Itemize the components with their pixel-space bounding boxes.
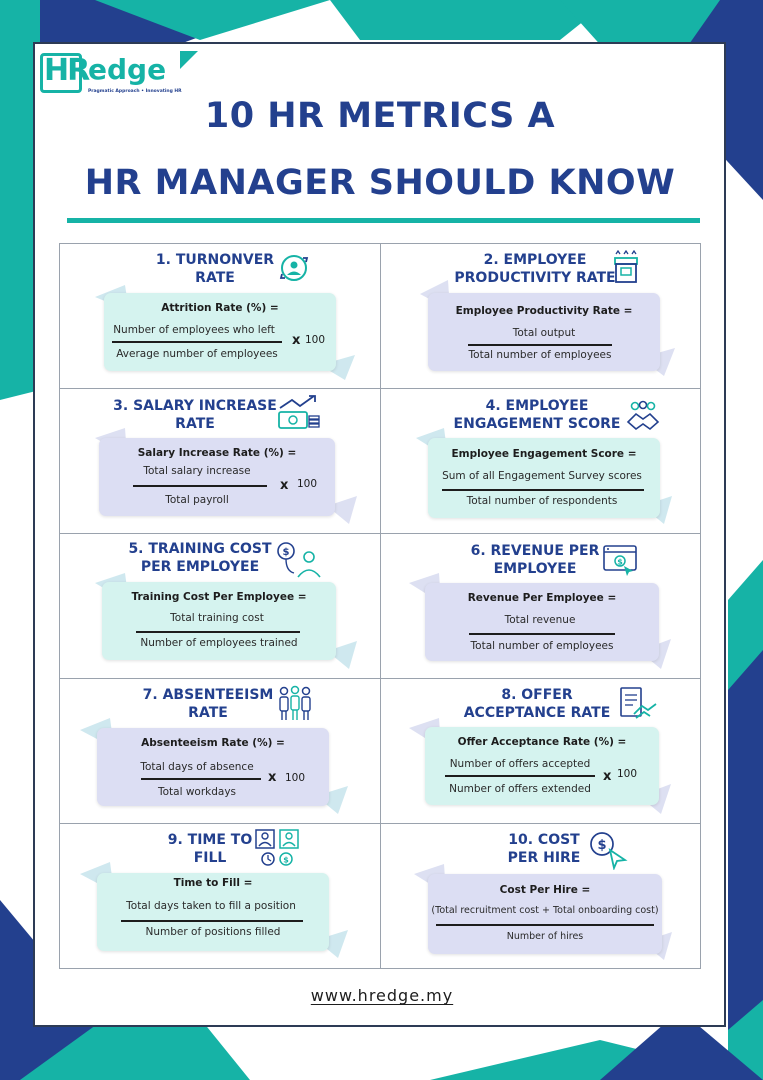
fraction-bar — [136, 631, 300, 633]
formula-card — [425, 583, 659, 661]
formula-multiplier: 100 — [617, 768, 638, 780]
svg-text:$: $ — [282, 547, 290, 558]
heading-line: 8. OFFER — [501, 687, 573, 703]
formula-denominator: Total number of employees — [470, 640, 614, 652]
formula-numerator: Number of offers accepted — [449, 758, 591, 770]
formula-card — [428, 438, 660, 518]
metric-heading — [484, 831, 607, 867]
metric-heading — [138, 686, 278, 722]
fraction-bar — [141, 778, 261, 780]
formula-denominator: Number of employees trained — [140, 637, 298, 649]
heading-line: 4. EMPLOYEE — [485, 398, 589, 414]
heading-line: PRODUCTIVITY RATE — [454, 270, 616, 286]
heading-line: 1. TURNONVER — [155, 252, 275, 268]
formula-denominator: Total payroll — [165, 494, 229, 506]
grid-divider-row3 — [59, 678, 701, 679]
formula-denominator: Total workdays — [157, 786, 237, 798]
contract-handshake-icon — [618, 686, 658, 722]
formula-numerator: Total output — [512, 327, 576, 339]
grid-divider-row4 — [59, 823, 701, 824]
logo-flag-icon — [180, 51, 198, 69]
formula-label: Attrition Rate (%) = — [161, 302, 279, 314]
page-title-line1: 10 HR METRICS A — [204, 96, 556, 136]
grid-divider-row2 — [59, 533, 701, 534]
multiply-sign: x — [292, 333, 301, 348]
svg-text:$: $ — [283, 855, 289, 865]
formula-denominator: Total number of respondents — [466, 495, 618, 507]
svg-text:$: $ — [597, 838, 607, 853]
heading-line: 3. SALARY INCREASE — [113, 398, 277, 414]
heading-line: PER EMPLOYEE — [140, 559, 260, 575]
formula-denominator: Total number of employees — [468, 349, 612, 361]
formula-label: Cost Per Hire = — [499, 884, 591, 896]
formula-multiplier: 100 — [285, 772, 306, 784]
grid-divider-vertical — [380, 243, 381, 969]
formula-denominator: Number of positions filled — [145, 926, 281, 938]
formula-card — [104, 293, 336, 371]
fraction-bar — [445, 775, 595, 777]
multiply-sign: x — [280, 478, 289, 493]
heading-line: 2. EMPLOYEE — [483, 252, 587, 268]
multiply-sign: x — [603, 769, 612, 784]
fraction-bar — [469, 633, 615, 635]
website-link[interactable]: www.hredge.my — [310, 986, 454, 1005]
formula-multiplier: 100 — [305, 334, 326, 346]
heading-line: 5. TRAINING COST — [128, 541, 272, 557]
heading-line: RATE — [188, 705, 228, 721]
fraction-bar — [442, 489, 644, 491]
formula-card — [428, 293, 660, 371]
heading-line: 7. ABSENTEEISM — [142, 687, 274, 703]
heading-line: FILL — [193, 850, 227, 866]
formula-label: Revenue Per Employee = — [467, 592, 617, 604]
formula-numerator: (Total recruitment cost + Total onboarding cost) — [431, 905, 659, 916]
formula-numerator: Total revenue — [504, 614, 576, 626]
heading-line: EMPLOYEE — [493, 561, 577, 577]
formula-denominator: Number of hires — [506, 931, 584, 942]
heading-line: 10. COST — [508, 832, 580, 848]
heading-line: 9. TIME TO — [167, 832, 253, 848]
formula-numerator: Total salary increase — [143, 465, 251, 477]
formula-multiplier: 100 — [297, 478, 318, 490]
fraction-bar — [121, 920, 303, 922]
formula-label: Employee Productivity Rate = — [455, 305, 633, 317]
heading-line: ACCEPTANCE RATE — [463, 705, 611, 721]
logo-tagline: Pragmatic Approach • Innovating HR — [88, 89, 182, 94]
title-underline — [67, 218, 700, 223]
formula-label: Absenteeism Rate (%) = — [141, 737, 285, 749]
fraction-bar — [468, 344, 612, 346]
metric-heading — [452, 686, 622, 722]
grid-divider-row1 — [59, 388, 701, 389]
svg-text:$: $ — [617, 557, 623, 567]
formula-numerator: Total days of absence — [140, 761, 254, 773]
formula-numerator: Total days taken to fill a position — [126, 900, 296, 912]
formula-denominator: Number of offers extended — [449, 783, 591, 795]
logo-name: edge — [88, 53, 167, 86]
formula-numerator: Sum of all Engagement Survey scores — [442, 470, 642, 482]
formula-label: Offer Acceptance Rate (%) = — [457, 736, 627, 748]
formula-card — [102, 582, 336, 660]
formula-card — [99, 438, 335, 516]
formula-label: Training Cost Per Employee = — [131, 591, 307, 603]
formula-numerator: Total training cost — [170, 612, 264, 624]
fraction-bar — [436, 924, 654, 926]
productivity-store-icon — [611, 250, 641, 284]
formula-card — [425, 727, 659, 805]
formula-denominator: Average number of employees — [116, 348, 278, 360]
heading-line: ENGAGEMENT SCORE — [453, 416, 621, 432]
money-growth-icon — [276, 394, 322, 432]
formula-label: Employee Engagement Score = — [451, 448, 637, 460]
page-title-line2: HR MANAGER SHOULD KNOW — [84, 163, 676, 203]
formula-card — [428, 874, 662, 954]
formula-label: Salary Increase Rate (%) = — [137, 447, 297, 459]
fraction-bar — [133, 485, 267, 487]
heading-line: 6. REVENUE PER — [470, 543, 600, 559]
metric-heading — [120, 540, 280, 576]
fraction-bar — [112, 341, 282, 343]
multiply-sign: x — [268, 770, 277, 785]
employee-turnover-icon — [279, 252, 309, 284]
metric-heading — [140, 251, 290, 287]
heading-line: PER HIRE — [507, 850, 581, 866]
heading-line: RATE — [175, 416, 215, 432]
logo-mark: HR — [44, 53, 89, 88]
formula-label: Time to Fill = — [173, 877, 253, 889]
formula-card — [97, 728, 329, 806]
formula-numerator: Number of employees who left — [113, 324, 275, 336]
heading-line: RATE — [195, 270, 235, 286]
formula-card — [97, 873, 329, 951]
